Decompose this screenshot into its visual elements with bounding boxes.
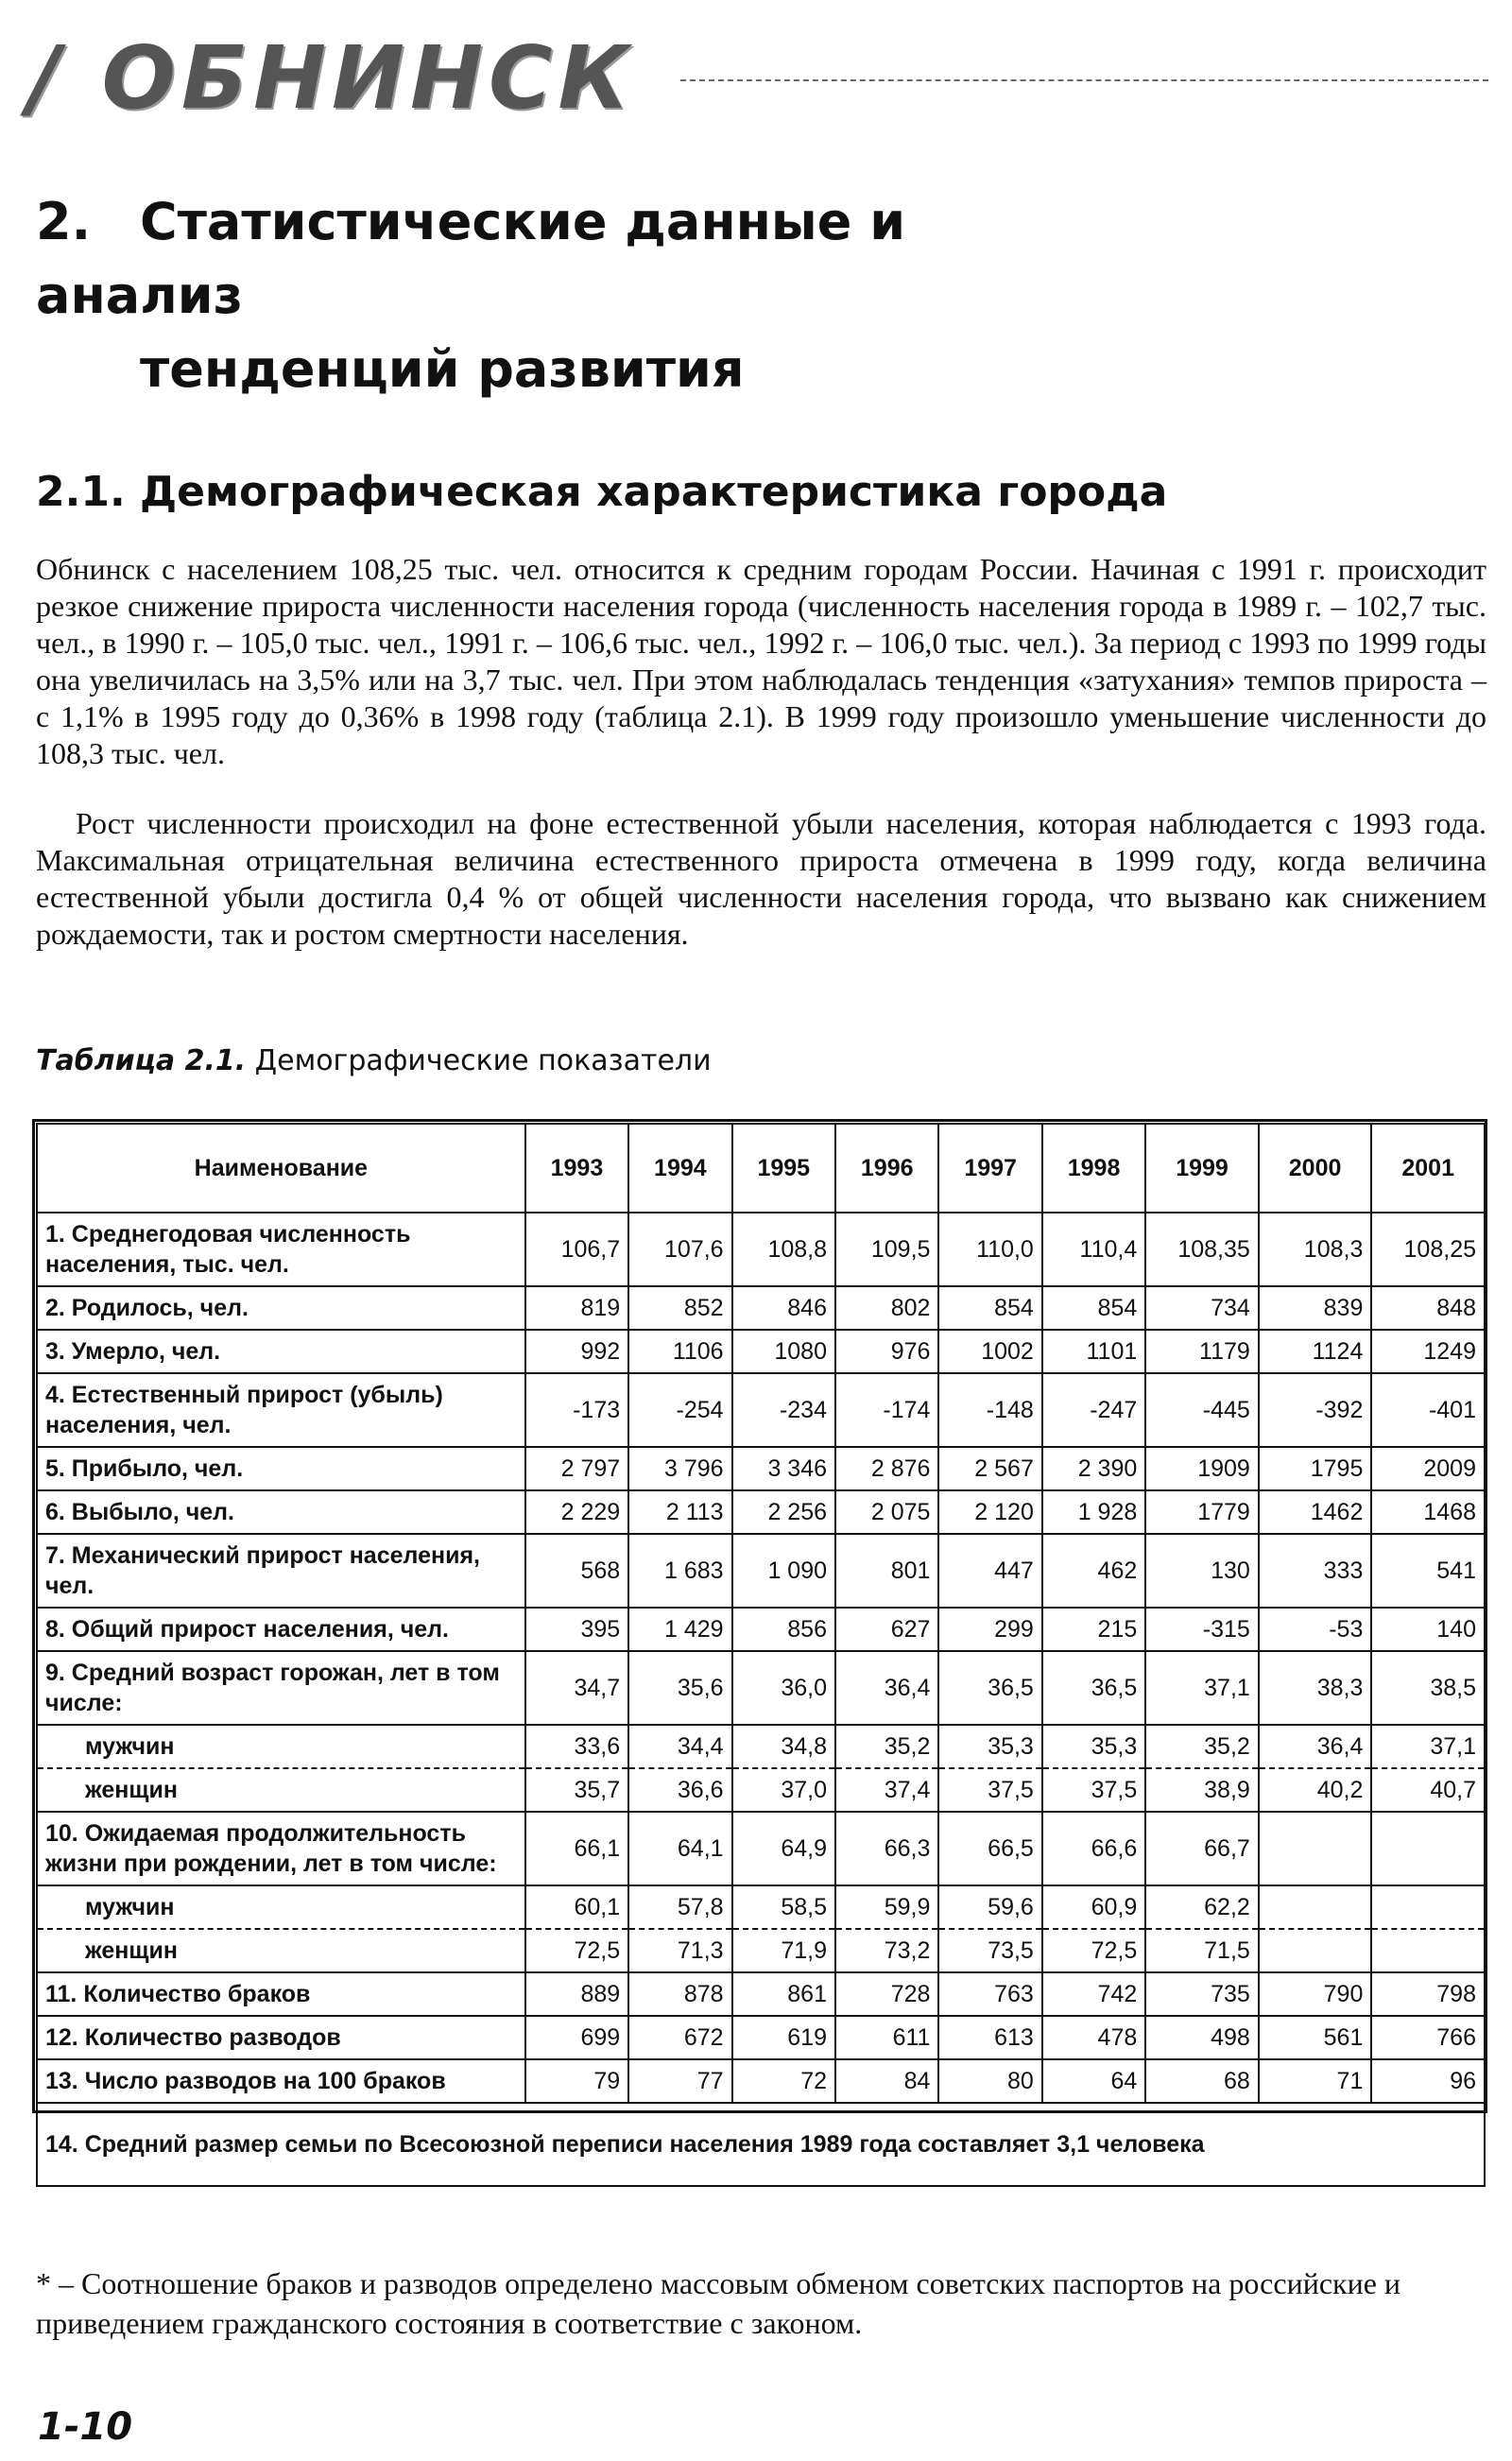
cell-value: 36,4	[1259, 1725, 1372, 1768]
cell-value: 59,9	[835, 1885, 938, 1929]
header-logo: / ОБНИНСК	[28, 27, 635, 129]
cell-value: 992	[525, 1330, 628, 1373]
cell-value: 1795	[1259, 1447, 1372, 1490]
cell-value: 889	[525, 1972, 628, 2016]
cell-value: -148	[938, 1373, 1041, 1447]
table-body	[37, 1213, 1485, 2186]
cell-value: 35,2	[1145, 1725, 1259, 1768]
cell-value: -173	[525, 1373, 628, 1447]
cell-value: 140	[1371, 1608, 1485, 1651]
cell-value: 215	[1042, 1608, 1145, 1651]
cell-value: 110,0	[938, 1213, 1041, 1286]
cell-value: 1 090	[732, 1534, 835, 1608]
row-name: 8. Общий прирост населения, чел.	[37, 1608, 525, 1651]
cell-value: 2 229	[525, 1490, 628, 1534]
cell-value	[1259, 1812, 1372, 1885]
cell-value: 976	[835, 1330, 938, 1373]
cell-value: 763	[938, 1972, 1041, 2016]
table-row	[37, 1490, 1485, 1534]
section-heading	[36, 185, 1075, 406]
cell-value: 1 429	[628, 1608, 731, 1651]
table-row	[37, 1972, 1485, 2016]
table-note: 14. Средний размер семьи по Всесоюзной переписи населения 1989 года составляет 3,1 человека	[37, 2103, 1485, 2186]
cell-value: 66,6	[1042, 1812, 1145, 1885]
cell-value: 64,1	[628, 1812, 731, 1885]
subsection-title: 2.1. Демографическая характеристика города	[36, 468, 1168, 516]
cell-value: 1779	[1145, 1490, 1259, 1534]
cell-value: 2 113	[628, 1490, 731, 1534]
row-name: женщин	[37, 1768, 525, 1812]
cell-value: 2 876	[835, 1447, 938, 1490]
cell-value: 856	[732, 1608, 835, 1651]
cell-value: 802	[835, 1286, 938, 1330]
cell-value: 734	[1145, 1286, 1259, 1330]
cell-value: 2 390	[1042, 1447, 1145, 1490]
cell-value: 73,5	[938, 1929, 1041, 1972]
cell-value: 108,25	[1371, 1213, 1485, 1286]
cell-value: 35,3	[1042, 1725, 1145, 1768]
cell-value: 36,6	[628, 1768, 731, 1812]
cell-value: 36,4	[835, 1651, 938, 1725]
cell-value: 37,4	[835, 1768, 938, 1812]
cell-value: 37,1	[1371, 1725, 1485, 1768]
cell-value: 66,5	[938, 1812, 1041, 1885]
cell-value: 742	[1042, 1972, 1145, 2016]
cell-value: 611	[835, 2016, 938, 2059]
header-year: 1999	[1145, 1124, 1259, 1213]
cell-value: 2009	[1371, 1447, 1485, 1490]
table-row	[37, 1885, 1485, 1929]
row-name: женщин	[37, 1929, 525, 1972]
cell-value: 58,5	[732, 1885, 835, 1929]
cell-value: 1 928	[1042, 1490, 1145, 1534]
cell-value: 561	[1259, 2016, 1372, 2059]
cell-value: 40,2	[1259, 1768, 1372, 1812]
row-name: 5. Прибыло, чел.	[37, 1447, 525, 1490]
cell-value: 2 256	[732, 1490, 835, 1534]
cell-value: 107,6	[628, 1213, 731, 1286]
table-row	[37, 1373, 1485, 1447]
cell-value: 34,8	[732, 1725, 835, 1768]
cell-value	[1259, 1885, 1372, 1929]
table-row	[37, 1768, 1485, 1812]
cell-value: 568	[525, 1534, 628, 1608]
cell-value: 59,6	[938, 1885, 1041, 1929]
cell-value: 619	[732, 2016, 835, 2059]
cell-value: 37,0	[732, 1768, 835, 1812]
cell-value: 37,5	[1042, 1768, 1145, 1812]
table-caption-text: Демографические показатели	[254, 1044, 712, 1077]
cell-value: 35,7	[525, 1768, 628, 1812]
table-row	[37, 1608, 1485, 1651]
cell-value: 2 567	[938, 1447, 1041, 1490]
row-name: 10. Ожидаемая продолжительность жизни при рождении, лет в том числе:	[37, 1812, 525, 1885]
cell-value: 1909	[1145, 1447, 1259, 1490]
cell-value: 36,0	[732, 1651, 835, 1725]
cell-value: 62,2	[1145, 1885, 1259, 1929]
cell-value: 33,6	[525, 1725, 628, 1768]
cell-value: 60,1	[525, 1885, 628, 1929]
cell-value: -445	[1145, 1373, 1259, 1447]
cell-value: -247	[1042, 1373, 1145, 1447]
paragraph-2: Рост численности происходил на фоне естественной убыли населения, которая наблюдается с 1993 года. Максимальная отрицательная величина естественного прироста отмечена в 1999 году, когда величина естественной убыли достигла 0,4 % от общей численности населения города, что вызвано как снижением рождаемости, так и ростом смертности населения.	[36, 806, 1486, 951]
row-name: 7. Механический прирост населения, чел.	[37, 1534, 525, 1608]
cell-value: 72,5	[525, 1929, 628, 1972]
cell-value: 72	[732, 2059, 835, 2103]
cell-value: 1179	[1145, 1330, 1259, 1373]
cell-value: 40,7	[1371, 1768, 1485, 1812]
table-row	[37, 1534, 1485, 1608]
cell-value: -392	[1259, 1373, 1372, 1447]
cell-value: 71,5	[1145, 1929, 1259, 1972]
cell-value: 798	[1371, 1972, 1485, 2016]
cell-value: 71,3	[628, 1929, 731, 1972]
cell-value: 852	[628, 1286, 731, 1330]
row-name: мужчин	[37, 1885, 525, 1929]
cell-value: 462	[1042, 1534, 1145, 1608]
table-row	[37, 1812, 1485, 1885]
row-name: 13. Число разводов на 100 браков	[37, 2059, 525, 2103]
cell-value: 878	[628, 1972, 731, 2016]
cell-value: 839	[1259, 1286, 1372, 1330]
cell-value: 36,5	[938, 1651, 1041, 1725]
header-year: 2000	[1259, 1124, 1372, 1213]
row-name: 12. Количество разводов	[37, 2016, 525, 2059]
cell-value: 66,3	[835, 1812, 938, 1885]
table-row	[37, 1447, 1485, 1490]
cell-value: -234	[732, 1373, 835, 1447]
row-name: 11. Количество браков	[37, 1972, 525, 2016]
row-name: мужчин	[37, 1725, 525, 1768]
header-year: 2001	[1371, 1124, 1485, 1213]
cell-value: 34,4	[628, 1725, 731, 1768]
cell-value: 2 075	[835, 1490, 938, 1534]
demographics-table	[36, 1123, 1486, 2187]
row-name: 3. Умерло, чел.	[37, 1330, 525, 1373]
cell-value: 766	[1371, 2016, 1485, 2059]
cell-value: 854	[938, 1286, 1041, 1330]
cell-value: 801	[835, 1534, 938, 1608]
cell-value: 299	[938, 1608, 1041, 1651]
cell-value	[1371, 1812, 1485, 1885]
table-row	[37, 1725, 1485, 1768]
cell-value: 108,8	[732, 1213, 835, 1286]
cell-value: 57,8	[628, 1885, 731, 1929]
cell-value: 35,2	[835, 1725, 938, 1768]
cell-value: 108,35	[1145, 1213, 1259, 1286]
cell-value: 2 797	[525, 1447, 628, 1490]
cell-value: 478	[1042, 2016, 1145, 2059]
header-year: 1995	[732, 1124, 835, 1213]
cell-value: 854	[1042, 1286, 1145, 1330]
cell-value: 3 346	[732, 1447, 835, 1490]
cell-value: -254	[628, 1373, 731, 1447]
cell-value: 79	[525, 2059, 628, 2103]
table-row	[37, 1213, 1485, 1286]
cell-value: 1080	[732, 1330, 835, 1373]
cell-value: -174	[835, 1373, 938, 1447]
cell-value: 60,9	[1042, 1885, 1145, 1929]
cell-value: -315	[1145, 1608, 1259, 1651]
cell-value: 613	[938, 2016, 1041, 2059]
table-caption-label: Таблица 2.1.	[36, 1044, 247, 1077]
cell-value: 2 120	[938, 1490, 1041, 1534]
cell-value: 109,5	[835, 1213, 938, 1286]
table-note-row	[37, 2103, 1485, 2186]
cell-value: -401	[1371, 1373, 1485, 1447]
cell-value: 38,9	[1145, 1768, 1259, 1812]
cell-value: 96	[1371, 2059, 1485, 2103]
cell-value: 1468	[1371, 1490, 1485, 1534]
cell-value: 3 796	[628, 1447, 731, 1490]
table-row	[37, 2016, 1485, 2059]
cell-value	[1371, 1885, 1485, 1929]
cell-value: 447	[938, 1534, 1041, 1608]
section-title-line2: тенденций развития	[140, 339, 745, 399]
cell-value: 848	[1371, 1286, 1485, 1330]
header-year: 1997	[938, 1124, 1041, 1213]
cell-value: 1101	[1042, 1330, 1145, 1373]
cell-value: -53	[1259, 1608, 1372, 1651]
cell-value: 66,7	[1145, 1812, 1259, 1885]
cell-value: 110,4	[1042, 1213, 1145, 1286]
cell-value: 1249	[1371, 1330, 1485, 1373]
cell-value: 1 683	[628, 1534, 731, 1608]
table-row	[37, 1330, 1485, 1373]
cell-value: 38,3	[1259, 1651, 1372, 1725]
cell-value: 861	[732, 1972, 835, 2016]
row-name: 1. Среднегодовая численность населения, тыс. чел.	[37, 1213, 525, 1286]
cell-value: 37,1	[1145, 1651, 1259, 1725]
cell-value: 1462	[1259, 1490, 1372, 1534]
row-name: 6. Выбыло, чел.	[37, 1490, 525, 1534]
header-name: Наименование	[37, 1124, 525, 1213]
cell-value: 1124	[1259, 1330, 1372, 1373]
cell-value: 333	[1259, 1534, 1372, 1608]
table-row	[37, 2059, 1485, 2103]
page-number: 1-10	[38, 2405, 133, 2449]
cell-value: 790	[1259, 1972, 1372, 2016]
cell-value: 66,1	[525, 1812, 628, 1885]
cell-value: 64,9	[732, 1812, 835, 1885]
table-caption	[36, 1044, 712, 1077]
cell-value: 699	[525, 2016, 628, 2059]
section-title-line1: Статистические данные и анализ	[36, 192, 906, 325]
row-name: 9. Средний возраст горожан, лет в том числе:	[37, 1651, 525, 1725]
cell-value: 72,5	[1042, 1929, 1145, 1972]
footnote: * – Соотношение браков и разводов определено массовым обменом советских паспортов на российские и приведением гражданского состояния в соответствие с законом.	[36, 2266, 1401, 2340]
paragraph-1: Обнинск с населением 108,25 тыс. чел. относится к средним городам России. Начиная с 1991 г. происходит резкое снижение прироста численности населения города (численность населения города в 1989 г. – 102,7 тыс. чел., в 1990 г. – 105,0 тыс. чел., 1991 г. – 106,6 тыс. чел., 1992 г. – 106,0 тыс. чел.). За период с 1993 по 1999 годы она увеличилась на 3,5% или на 3,7 тыс. чел. При этом наблюдалась тенденция «затухания» темпов прироста – с 1,1% в 1995 году до 0,36% в 1998 году (таблица 2.1). В 1999 году произошло уменьшение численности до 108,3 тыс. чел.	[36, 552, 1486, 770]
cell-value: 1002	[938, 1330, 1041, 1373]
header-year: 1993	[525, 1124, 628, 1213]
cell-value: 627	[835, 1608, 938, 1651]
cell-value: 80	[938, 2059, 1041, 2103]
cell-value	[1259, 1929, 1372, 1972]
cell-value: 84	[835, 2059, 938, 2103]
cell-value: 395	[525, 1608, 628, 1651]
cell-value: 34,7	[525, 1651, 628, 1725]
cell-value	[1371, 1929, 1485, 1972]
cell-value: 36,5	[1042, 1651, 1145, 1725]
cell-value: 64	[1042, 2059, 1145, 2103]
cell-value: 819	[525, 1286, 628, 1330]
cell-value: 71,9	[732, 1929, 835, 1972]
cell-value: 38,5	[1371, 1651, 1485, 1725]
row-name: 2. Родилось, чел.	[37, 1286, 525, 1330]
cell-value: 735	[1145, 1972, 1259, 2016]
table-row	[37, 1651, 1485, 1725]
cell-value: 672	[628, 2016, 731, 2059]
header-year: 1998	[1042, 1124, 1145, 1213]
header-year: 1994	[628, 1124, 731, 1213]
header-year: 1996	[835, 1124, 938, 1213]
cell-value: 846	[732, 1286, 835, 1330]
cell-value: 1106	[628, 1330, 731, 1373]
cell-value: 77	[628, 2059, 731, 2103]
section-number: 2.	[36, 192, 92, 251]
cell-value: 498	[1145, 2016, 1259, 2059]
cell-value: 73,2	[835, 1929, 938, 1972]
row-name: 4. Естественный прирост (убыль) населения, чел.	[37, 1373, 525, 1447]
cell-value: 37,5	[938, 1768, 1041, 1812]
table-row	[37, 1286, 1485, 1330]
cell-value: 68	[1145, 2059, 1259, 2103]
page-header	[28, 26, 1488, 130]
cell-value: 541	[1371, 1534, 1485, 1608]
cell-value: 108,3	[1259, 1213, 1372, 1286]
cell-value: 71	[1259, 2059, 1372, 2103]
table-row	[37, 1929, 1485, 1972]
table-header-row	[37, 1124, 1485, 1213]
cell-value: 106,7	[525, 1213, 628, 1286]
cell-value: 35,3	[938, 1725, 1041, 1768]
cell-value: 728	[835, 1972, 938, 2016]
header-rule	[680, 79, 1488, 81]
cell-value: 35,6	[628, 1651, 731, 1725]
cell-value: 130	[1145, 1534, 1259, 1608]
